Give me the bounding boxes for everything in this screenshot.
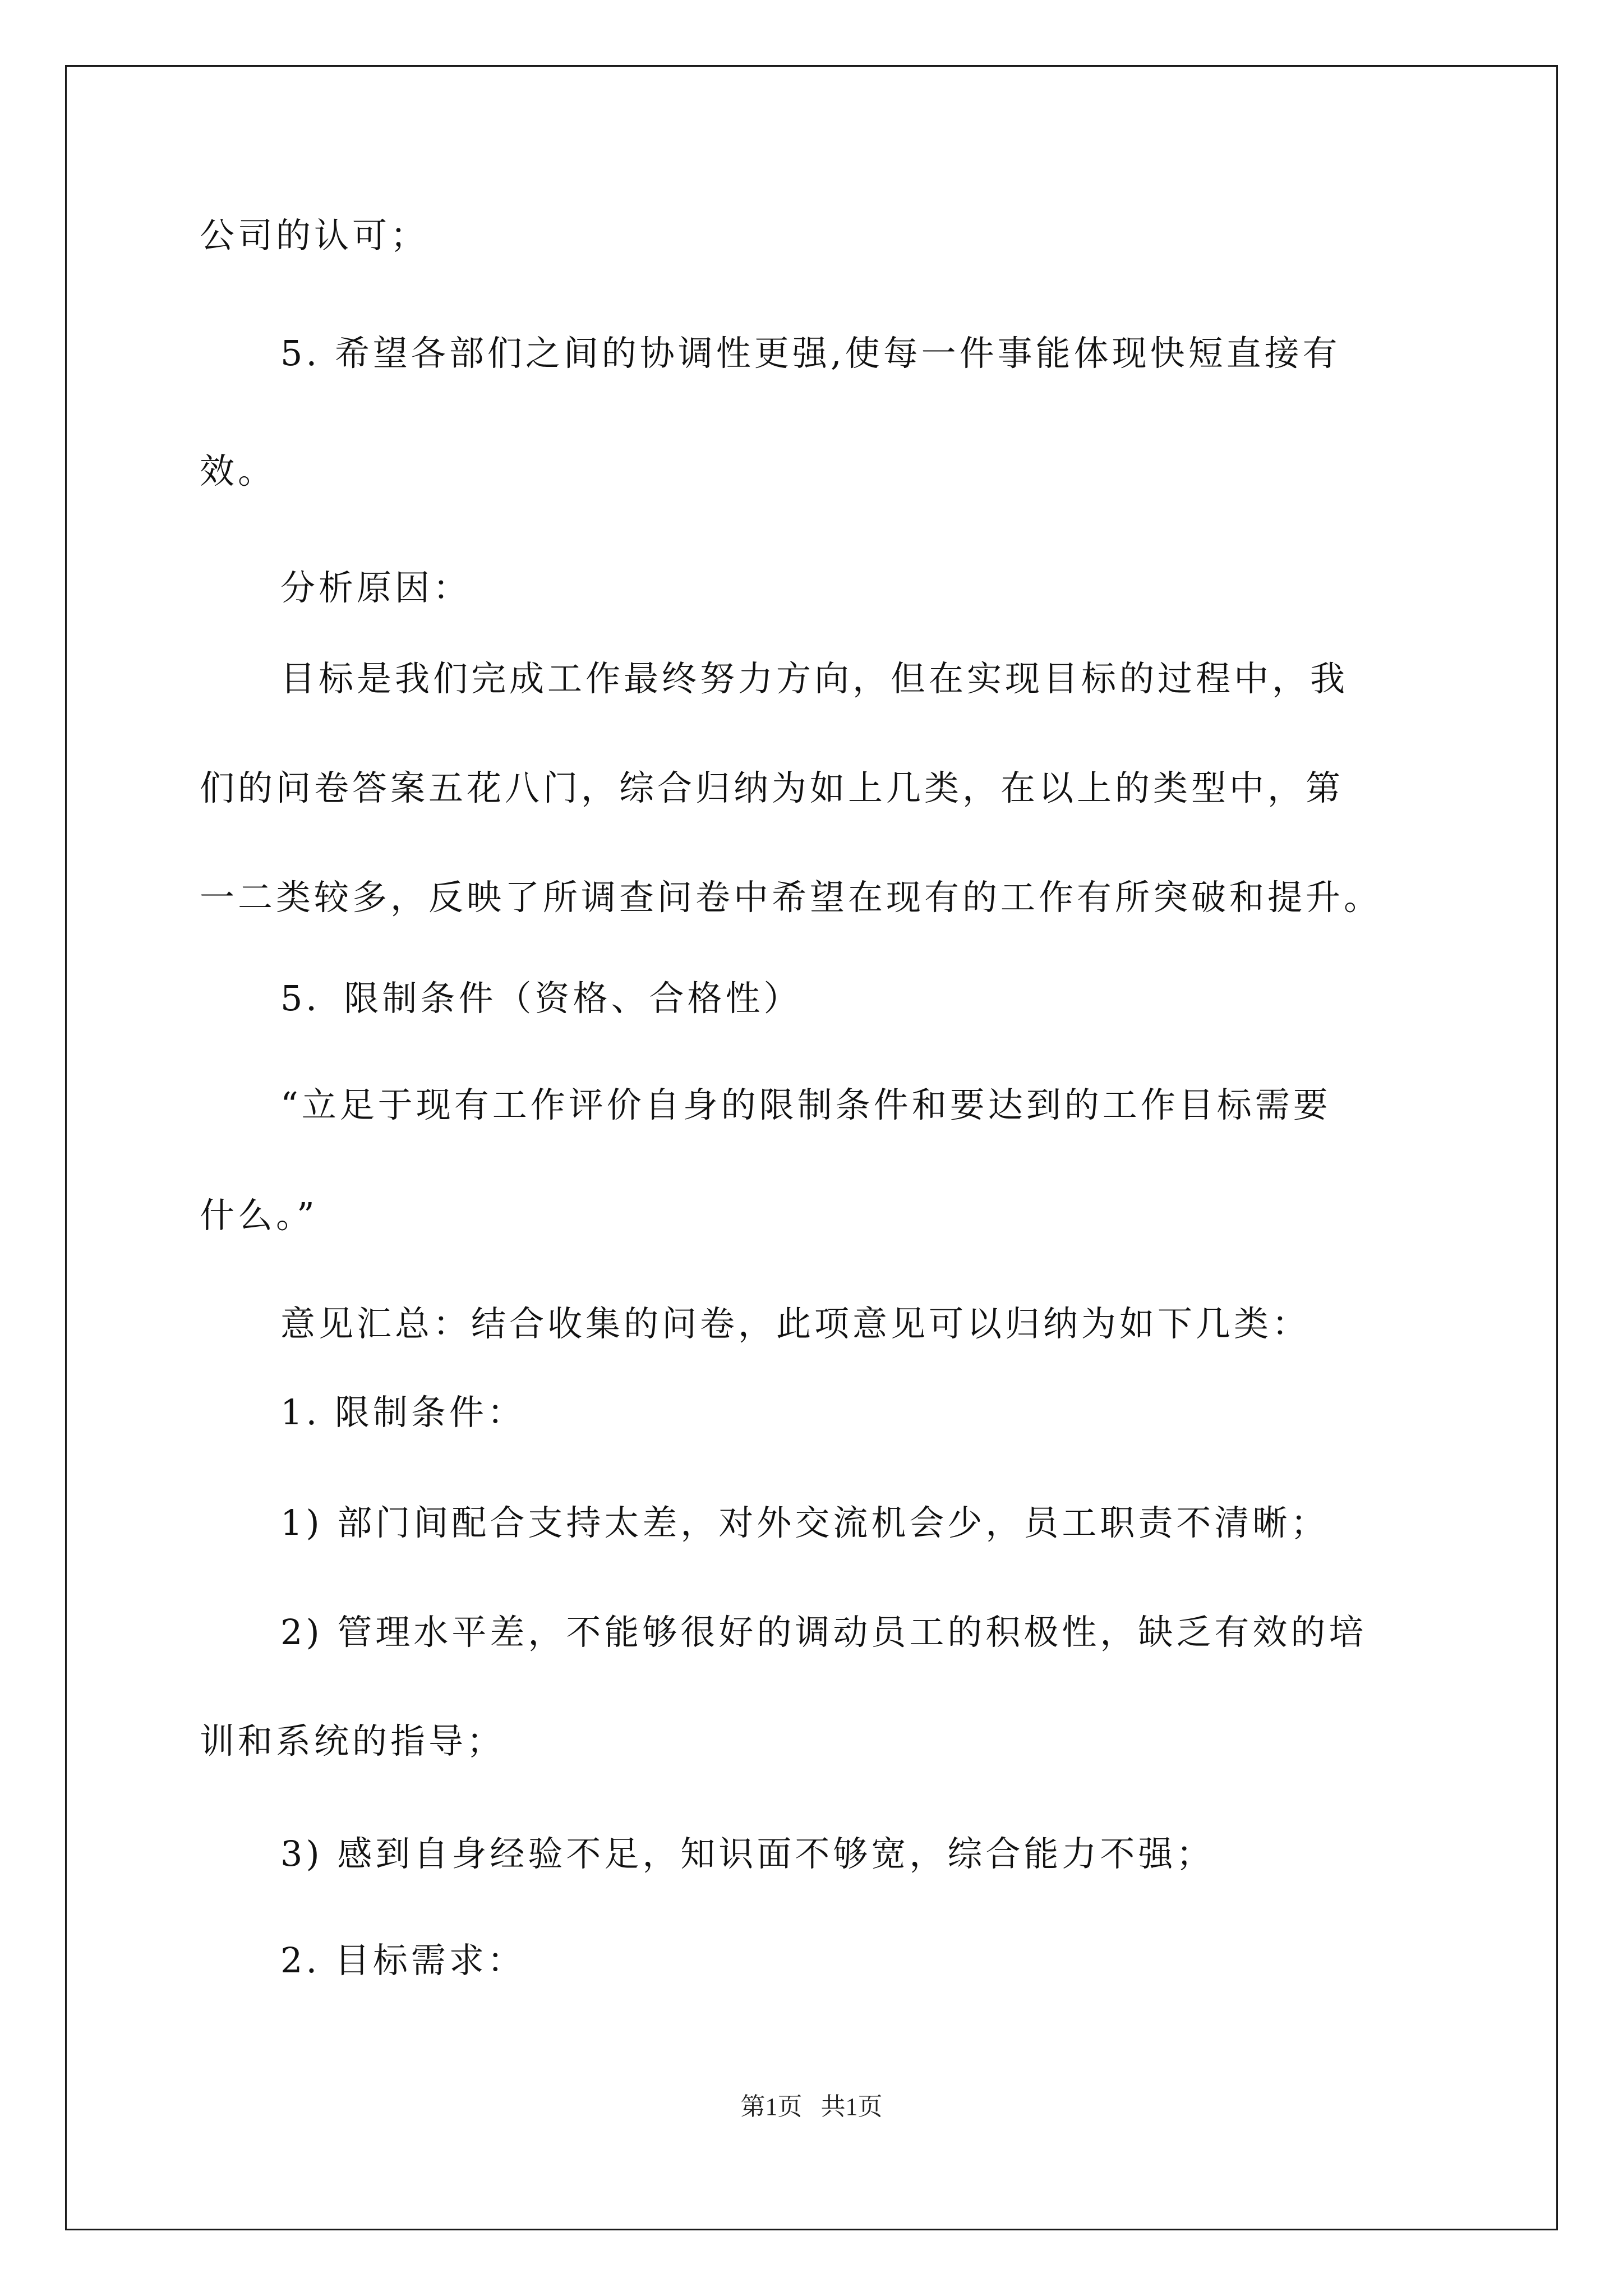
text-line-4: 分析原因： (280, 567, 472, 608)
text-line-2: 5. 希望各部们之间的协调性更强,使每一件事能体现快短直接有 (280, 333, 1341, 374)
text-line-11: 意见汇总：结合收集的问卷，此项意见可以归纳为如下几类： (280, 1303, 1311, 1344)
text-line-8: 5．限制条件（资格、合格性） (280, 978, 802, 1019)
text-line-7: 一二类较多，反映了所调查问卷中希望在现有的工作有所突破和提升。 (200, 877, 1382, 918)
text-line-14: 2) 管理水平差，不能够很好的调动员工的积极性，缺乏有效的培 (280, 1612, 1367, 1653)
page-border (65, 65, 1558, 2230)
text-line-12: 1. 限制条件： (280, 1392, 525, 1433)
text-line-17: 2. 目标需求： (280, 1940, 525, 1981)
text-line-3: 效。 (200, 450, 276, 491)
text-line-5: 目标是我们完成工作最终努力方向，但在实现目标的过程中，我 (280, 658, 1349, 699)
text-line-13: 1) 部门间配合支持太差，对外交流机会少，员工职责不清晰； (280, 1502, 1329, 1543)
page-number-footer: 第1页 共1页 (740, 2093, 883, 2120)
text-line-15: 训和系统的指导； (200, 1720, 505, 1761)
text-line-1: 公司的认可； (200, 215, 429, 256)
text-line-9: “立足于现有工作评价自身的限制条件和要达到的工作目标需要 (280, 1084, 1331, 1125)
text-line-6: 们的问卷答案五花八门，综合归纳为如上几类，在以上的类型中，第 (200, 767, 1344, 808)
text-line-10: 什么。” (200, 1195, 318, 1236)
text-line-16: 3) 感到自身经验不足，知识面不够宽，综合能力不强； (280, 1833, 1215, 1874)
